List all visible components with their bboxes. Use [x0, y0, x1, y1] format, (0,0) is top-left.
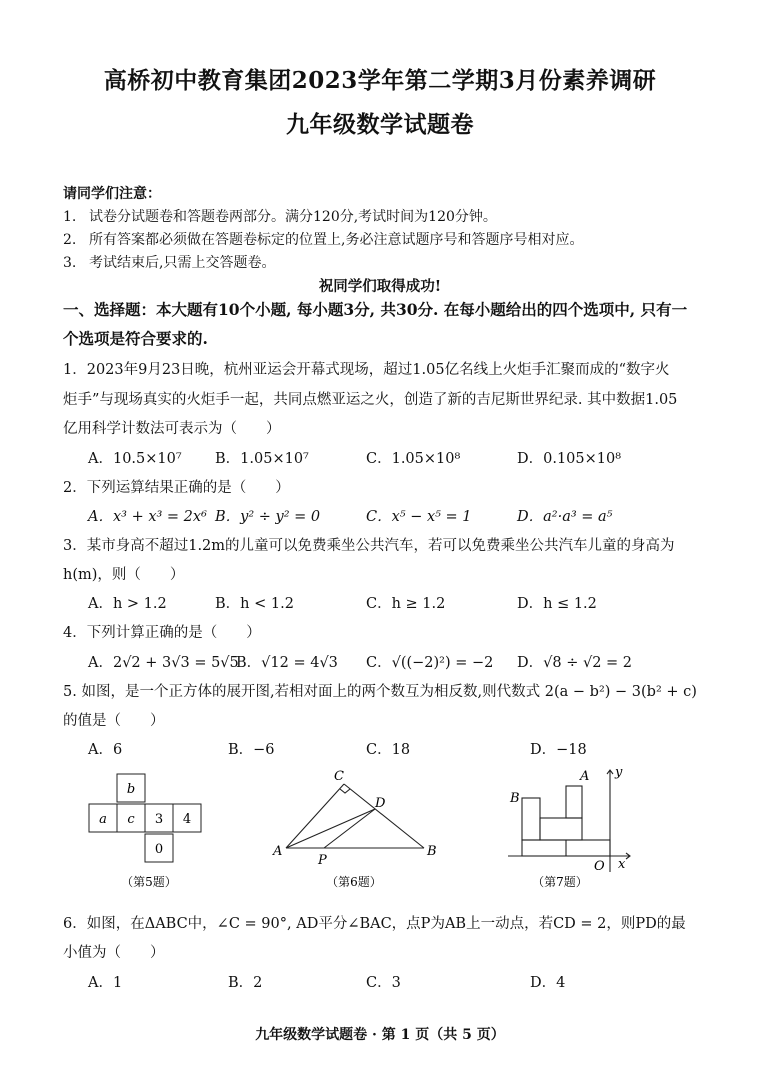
q5-option-b: B．−6 — [228, 742, 275, 758]
q2-option-b: B．y² ÷ y² = 0 — [215, 509, 321, 525]
q4-option-c: C．√((−2)²) = −2 — [366, 655, 494, 671]
question-6-stem: 小值为（ ） — [63, 945, 165, 961]
point-B: B — [510, 791, 520, 806]
question-1-stem: 亿用科学计数法可表示为（ ） — [63, 421, 281, 437]
question-2-stem: 2．下列运算结果正确的是（ ） — [63, 480, 290, 496]
figure-7-grid — [500, 760, 650, 894]
q6-option-a: A．1 — [88, 975, 123, 991]
good-luck-line: 祝同学们取得成功! — [318, 278, 442, 295]
page-footer: 九年级数学试题卷 · 第 1 页（共 5 页） — [255, 1027, 505, 1043]
net-label-4: 4 — [182, 812, 192, 827]
figure-6-caption: （第6题） — [326, 875, 382, 889]
q1-option-c: C．1.05×10⁸ — [366, 451, 461, 467]
notice-item: 3. 考试结束后,只需上交答题卷。 — [63, 255, 276, 271]
q3-option-a: A．h > 1.2 — [88, 596, 167, 612]
q6-option-d: D．4 — [530, 975, 566, 991]
q4-option-a: A．2√2 + 3√3 = 5√5 — [88, 655, 239, 671]
point-B: B — [427, 844, 437, 859]
exam-title: 高桥初中教育集团2023学年第二学期3月份素养调研 — [103, 67, 657, 94]
point-A: A — [580, 769, 590, 784]
q6-option-b: B．2 — [228, 975, 263, 991]
q2-option-a: A．x³ + x³ = 2x⁶ — [88, 509, 207, 525]
net-label-a: a — [99, 812, 107, 827]
figure-5-cube-net — [78, 772, 218, 894]
q3-option-b: B．h < 1.2 — [215, 596, 294, 612]
point-D: D — [375, 796, 386, 811]
point-C: C — [334, 769, 344, 784]
question-6-stem: 6．如图，在ΔABC中，∠C = 90°, AD平分∠BAC，点P为AB上一动点，若CD = 2，则PD的最 — [63, 916, 686, 932]
q4-option-b: B．√12 = 4√3 — [236, 655, 338, 671]
notice-item: 1. 试卷分试题卷和答题卷两部分。满分120分,考试时间为120分钟。 — [63, 209, 497, 225]
q3-option-d: D．h ≤ 1.2 — [517, 596, 597, 612]
q1-option-d: D．0.105×10⁸ — [517, 451, 622, 467]
question-3-stem: h(m)，则（ ） — [63, 567, 185, 583]
notice-item: 2. 所有答案都必须做在答题卷标定的位置上,务必注意试题序号和答题序号相对应。 — [63, 232, 584, 248]
net-label-3: 3 — [154, 812, 164, 827]
figure-7-caption: （第7题） — [532, 875, 588, 889]
question-1-stem: 1．2023年9月23日晚，杭州亚运会开幕式现场，超过1.05亿名线上火炬手汇聚而成的“数字火 — [63, 362, 670, 378]
x-axis-label: x — [618, 857, 626, 872]
section-heading: 一、选择题：本大题有10个小题, 每小题3分, 共30分. 在每小题给出的四个选项中, 只有一 — [63, 300, 688, 319]
q2-option-c: C．x⁵ − x⁵ = 1 — [366, 509, 472, 525]
question-5-stem: 的值是（ ） — [63, 713, 165, 729]
q1-option-a: A．10.5×10⁷ — [88, 451, 182, 467]
q1-option-b: B．1.05×10⁷ — [215, 451, 309, 467]
net-label-0: 0 — [154, 842, 164, 857]
point-P: P — [318, 853, 327, 868]
exam-subtitle: 九年级数学试题卷 — [286, 111, 474, 138]
q3-option-c: C．h ≥ 1.2 — [366, 596, 446, 612]
question-5-stem: 5. 如图，是一个正方体的展开图,若相对面上的两个数互为相反数,则代数式 2(a − b²) − 3(b² + c) — [63, 684, 697, 700]
origin-label: O — [594, 859, 605, 874]
notice-heading: 请同学们注意： — [63, 186, 161, 202]
q5-option-a: A．6 — [88, 742, 123, 758]
question-1-stem: 炬手”与现场真实的火炬手一起，共同点燃亚运之火，创造了新的吉尼斯世界纪录. 其中数据1.05 — [63, 392, 678, 408]
question-4-stem: 4．下列计算正确的是（ ） — [63, 625, 261, 641]
section-heading-cont: 个选项是符合要求的. — [63, 329, 208, 348]
figure-6-triangle — [266, 764, 446, 894]
net-label-b: b — [126, 782, 136, 797]
y-axis-label: y — [615, 765, 623, 780]
q5-option-c: C．18 — [366, 742, 411, 758]
q2-option-d: D．a²·a³ = a⁵ — [517, 509, 613, 525]
figure-5-caption: （第5题） — [121, 875, 177, 889]
point-A: A — [273, 844, 283, 859]
net-label-c: c — [127, 812, 135, 827]
q4-option-d: D．√8 ÷ √2 = 2 — [517, 655, 633, 671]
q5-option-d: D．−18 — [530, 742, 587, 758]
question-3-stem: 3．某市身高不超过1.2m的儿童可以免费乘坐公共汽车，若可以免费乘坐公共汽车儿童的身高为 — [63, 538, 675, 554]
q6-option-c: C．3 — [366, 975, 401, 991]
